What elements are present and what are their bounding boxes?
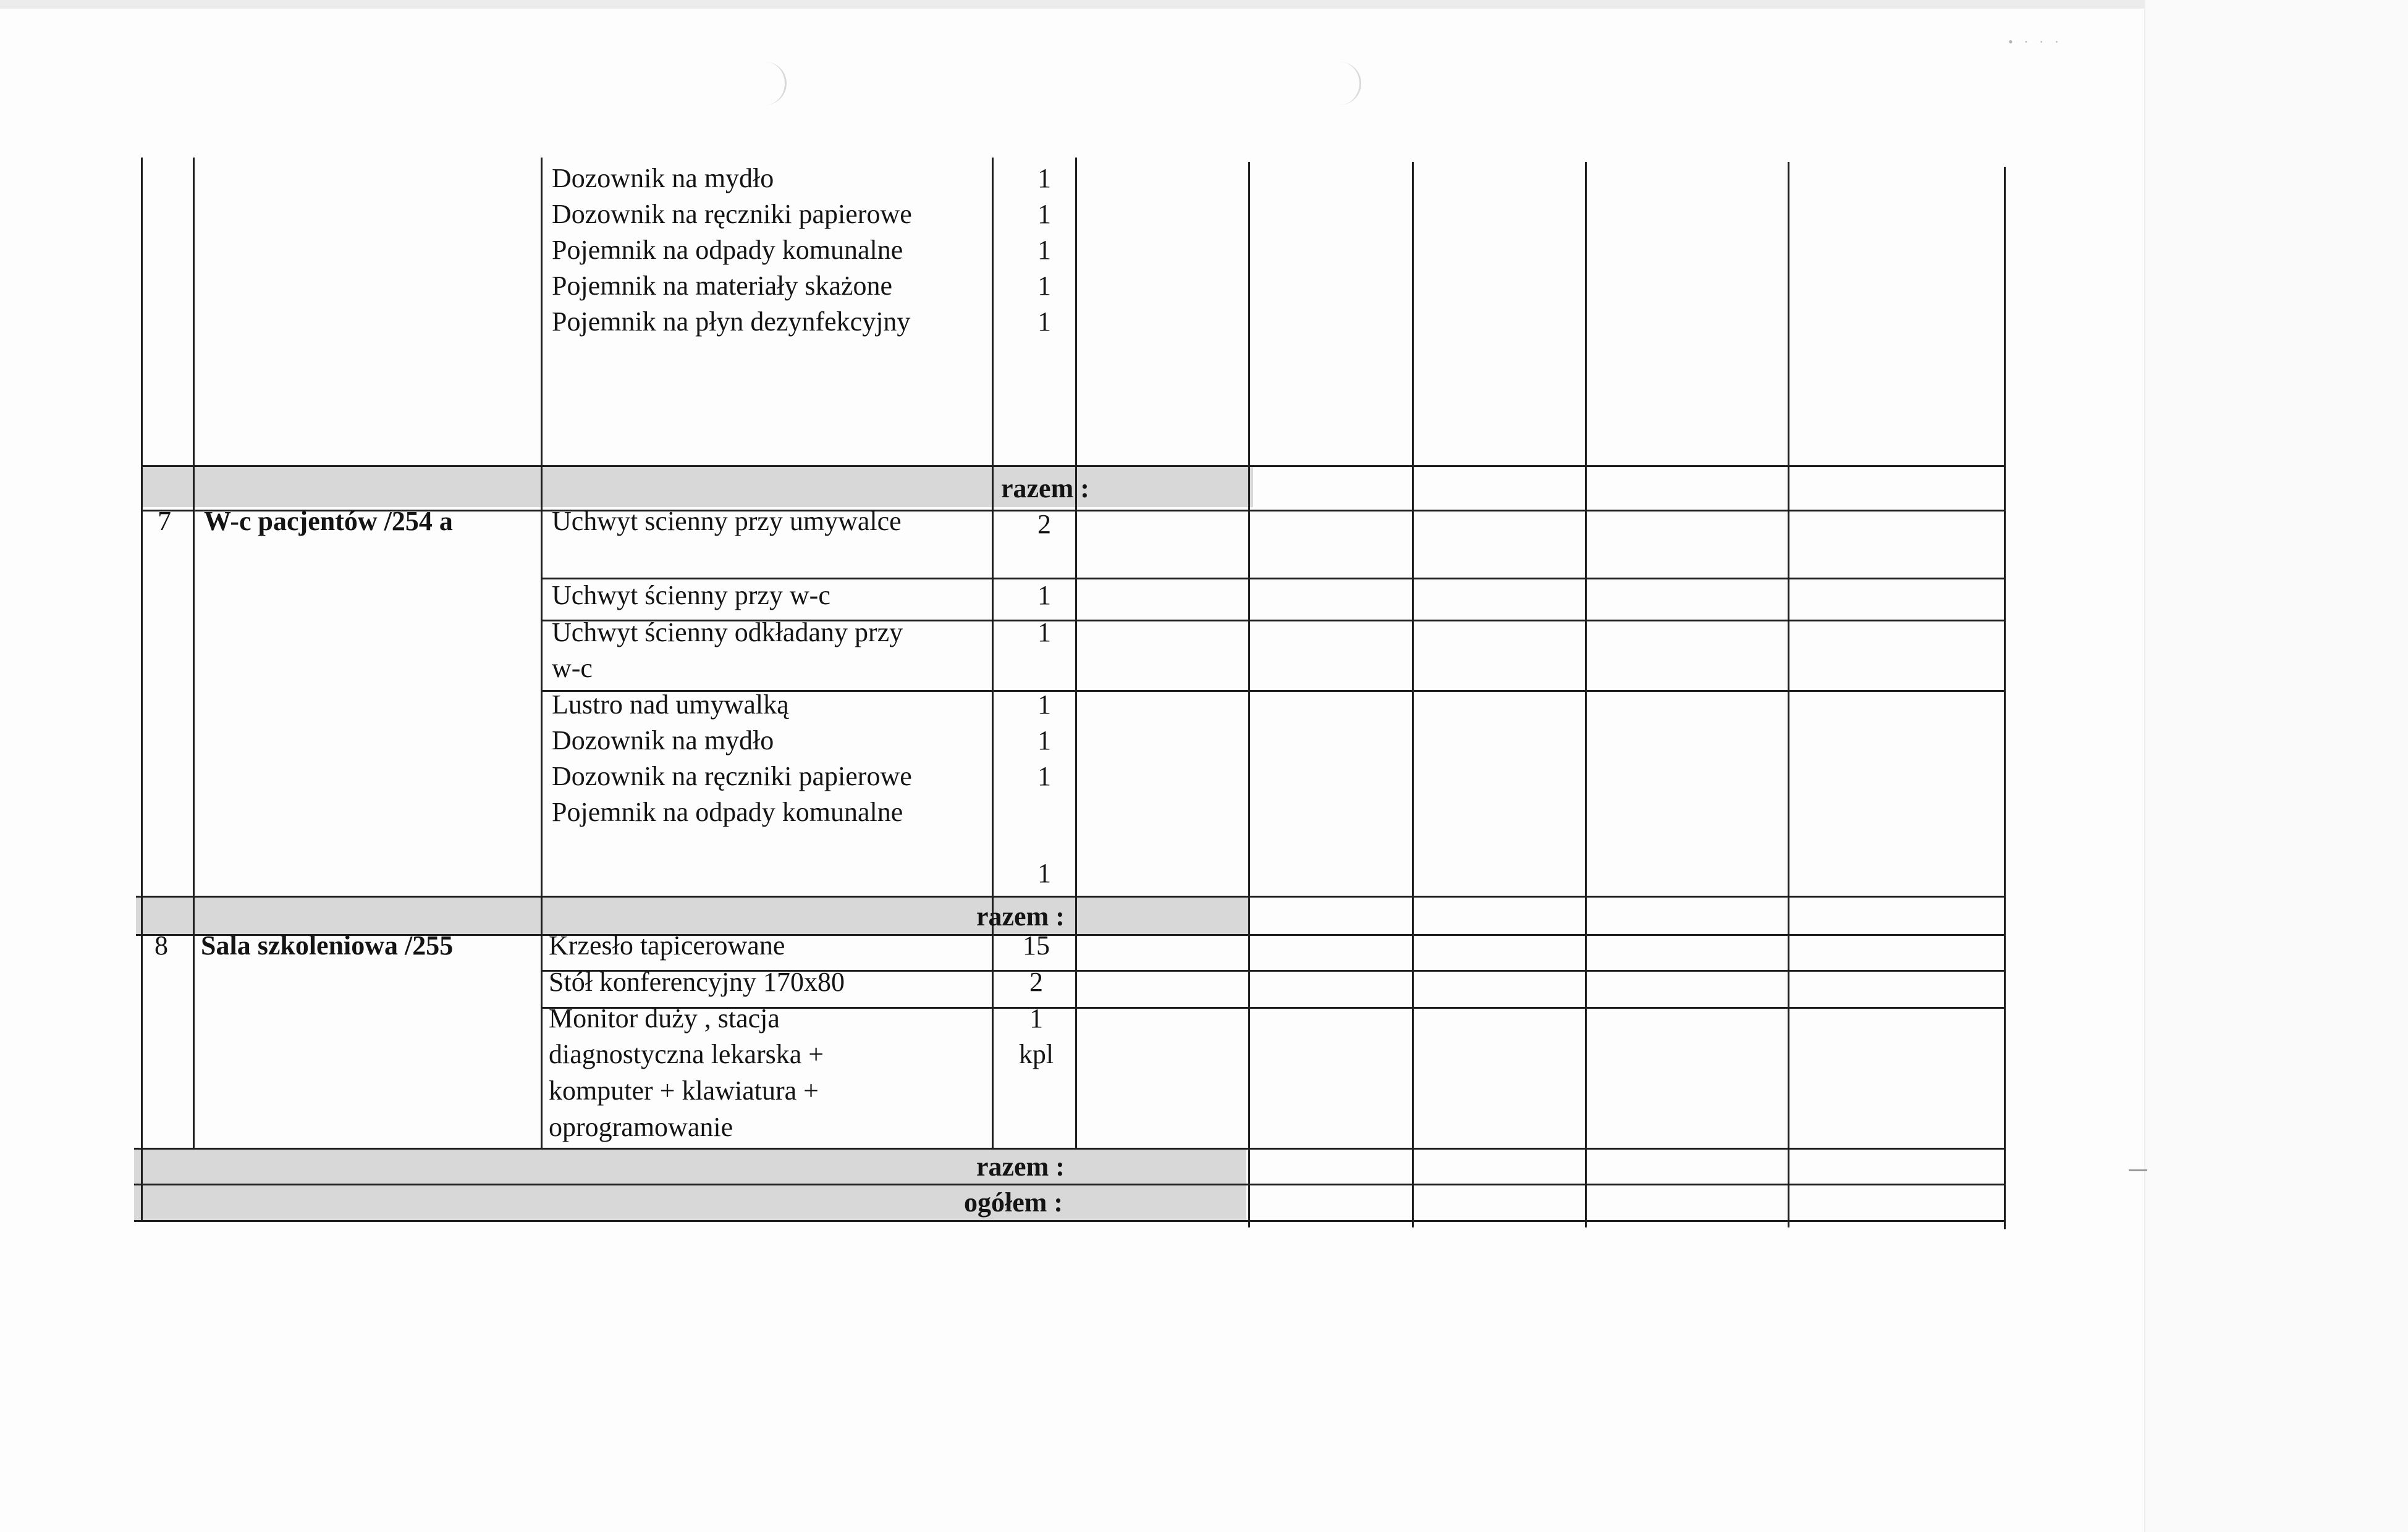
row-number: 7	[158, 506, 171, 536]
scan-side-tick	[2129, 1169, 2147, 1171]
col-line-item	[992, 158, 994, 1149]
col-line-net	[1412, 162, 1414, 1227]
qty-cell: kpl	[1018, 1039, 1054, 1069]
item-cell: Uchwyt ścienny przy w-c	[552, 580, 830, 610]
row-number: 8	[154, 930, 168, 961]
qty-cell: 1	[1037, 689, 1051, 720]
col-line-price	[1248, 162, 1250, 1227]
item-cell: Dozownik na mydło	[552, 725, 774, 755]
qty-cell: 1	[1037, 235, 1051, 265]
row-line-6	[136, 896, 2004, 898]
row-line-1	[141, 465, 2004, 467]
qty-cell: 1	[1029, 1003, 1043, 1033]
item-cell: Pojemnik na odpady komunalne	[552, 235, 903, 265]
item-cell: Lustro nad umywalką	[552, 689, 789, 720]
item-cell: w-c	[552, 653, 593, 683]
item-cell: Dozownik na ręczniki papierowe	[552, 761, 912, 791]
col-line-room	[541, 158, 543, 1149]
col-line-no	[193, 158, 195, 1149]
qty-cell: 1	[1037, 761, 1051, 791]
qty-cell: 1	[1037, 617, 1051, 647]
scan-right-margin	[2144, 0, 2408, 1532]
item-cell: Stół konferencyjny 170x80	[549, 967, 845, 997]
grand-total-label: ogółem :	[964, 1187, 1063, 1218]
item-cell: Monitor duży , stacja	[549, 1003, 780, 1033]
scan-corner-mark: • · · ·	[2008, 34, 2063, 49]
qty-cell: 1	[1037, 163, 1051, 193]
table-border-left	[141, 158, 143, 1220]
room-name: W-c pacjentów /254 a	[204, 506, 453, 536]
col-line-vat	[1585, 162, 1587, 1227]
qty-cell: 2	[1029, 967, 1043, 997]
subtotal-label: razem :	[1001, 473, 1089, 503]
item-cell: Pojemnik na odpady komunalne	[552, 797, 903, 827]
scan-top-edge	[0, 0, 2408, 9]
item-cell: Uchwyt scienny przy umywalce	[552, 506, 902, 536]
qty-cell: 1	[1037, 306, 1051, 337]
qty-cell: 1	[1037, 271, 1051, 301]
qty-cell: 1	[1037, 725, 1051, 755]
qty-cell: 1	[1037, 858, 1051, 888]
item-cell: oprogramowanie	[549, 1112, 733, 1142]
qty-cell: 15	[1023, 930, 1050, 961]
summary-row-shade-3	[134, 1149, 1246, 1222]
row-line-10	[134, 1148, 2004, 1150]
item-cell: komputer + klawiatura +	[549, 1075, 819, 1106]
item-cell: Krzesło tapicerowane	[549, 930, 785, 961]
qty-cell: 2	[1037, 509, 1051, 539]
subtotal-label: razem :	[976, 901, 1065, 932]
item-cell: Dozownik na ręczniki papierowe	[552, 199, 912, 229]
item-cell: Uchwyt ścienny odkładany przy	[552, 617, 903, 647]
item-cell: Dozownik na mydło	[552, 163, 774, 193]
qty-cell: 1	[1037, 199, 1051, 229]
subtotal-label: razem :	[976, 1151, 1065, 1182]
item-cell: Pojemnik na materiały skażone	[552, 271, 893, 301]
row-line-11	[134, 1184, 2004, 1185]
item-cell: Pojemnik na płyn dezynfekcyjny	[552, 306, 911, 337]
room-name: Sala szkoleniowa /255	[201, 930, 454, 961]
item-cell: diagnostyczna lekarska +	[549, 1039, 824, 1069]
table-border-right	[2004, 167, 2006, 1229]
col-line-gross	[1788, 162, 1789, 1227]
qty-cell: 1	[1037, 580, 1051, 610]
table-border-bottom	[134, 1220, 2004, 1222]
